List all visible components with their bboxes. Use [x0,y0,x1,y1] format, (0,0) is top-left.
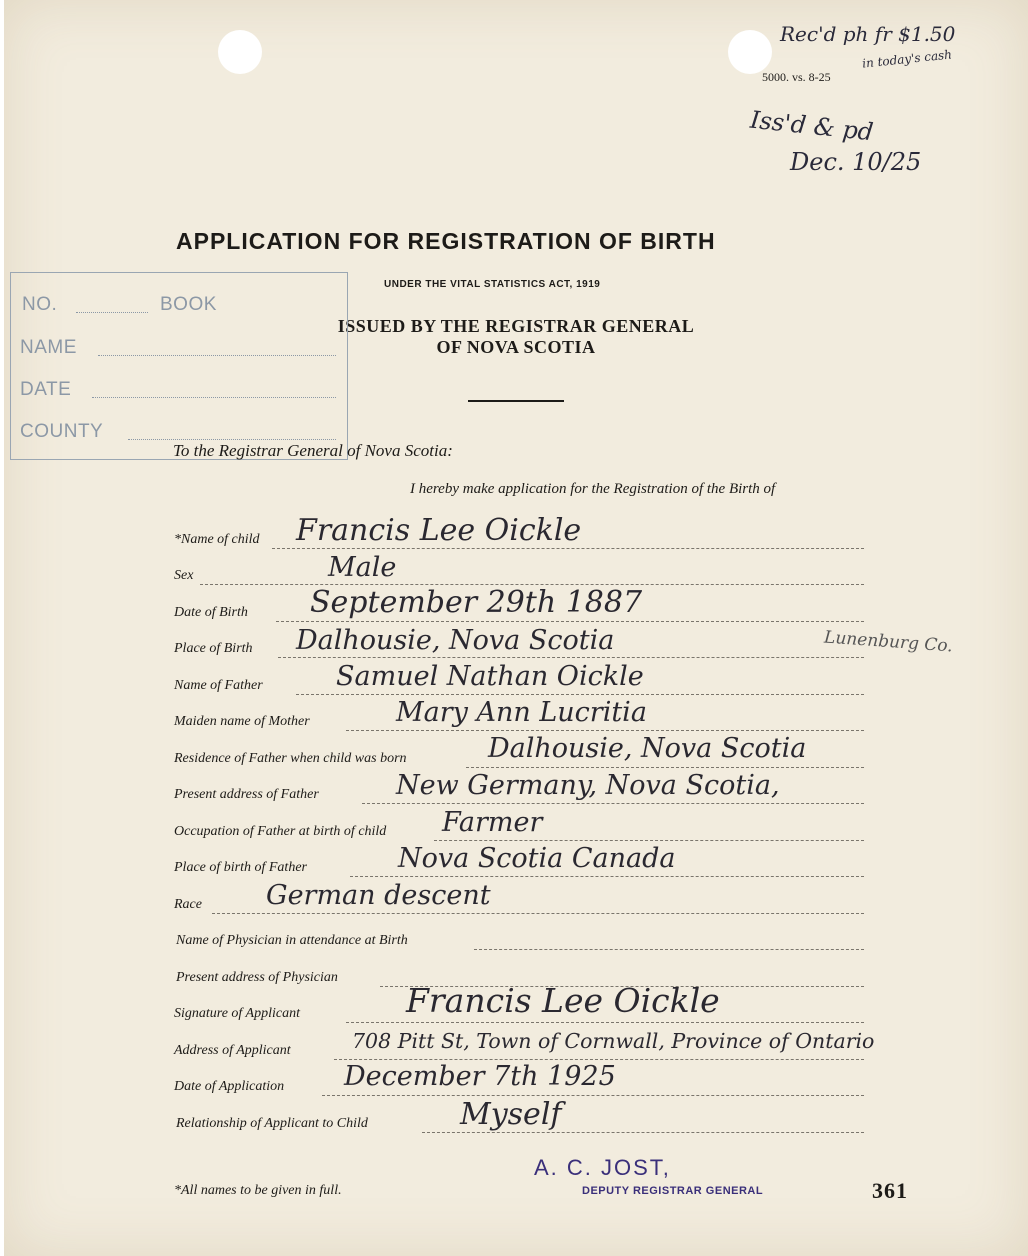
line-name-of-child [272,548,864,549]
issued-note: Iss'd & pd [748,105,875,147]
label-name-of-child: *Name of child [174,532,260,547]
stamp-no-dots [76,312,148,313]
label-place-of-birth-of-father: Place of birth of Father [174,860,307,875]
stamp-county-label: COUNTY [20,421,104,442]
county-side-note: Lunenburg Co. [823,627,954,657]
punch-hole-right [728,30,772,74]
value-place-of-birth: Dalhousie, Nova Scotia [296,625,615,656]
value-signature-of-applicant: Francis Lee Oickle [406,981,720,1020]
line-place-of-birth-of-father [350,876,864,877]
act-subtitle: UNDER THE VITAL STATISTICS ACT, 1919 [384,279,601,290]
label-residence-of-father: Residence of Father when child was born [174,751,407,766]
signature-stamp-title: DEPUTY REGISTRAR GENERAL [582,1185,764,1197]
label-occupation-of-father: Occupation of Father at birth of child [174,824,387,839]
stamp-date-dots [92,397,336,398]
label-maiden-name-of-mother: Maiden name of Mother [174,714,310,729]
stamp-county-dots [128,439,336,440]
form-number: 5000. vs. 8-25 [762,70,831,84]
value-residence-of-father: Dalhousie, Nova Scotia [488,733,807,764]
label-date-of-application: Date of Application [174,1079,285,1094]
stamp-name-dots [98,355,336,356]
line-race [212,913,864,914]
value-date-of-application: December 7th 1925 [344,1061,616,1092]
label-sex: Sex [174,568,194,583]
line-date-of-birth [276,621,864,622]
line-relationship-to-child [422,1132,864,1133]
label-present-address-of-father: Present address of Father [174,787,319,802]
label-race: Race [174,897,202,912]
salutation: To the Registrar General of Nova Scotia: [173,441,453,460]
label-address-of-applicant: Address of Applicant [174,1043,291,1058]
value-place-of-birth-of-father: Nova Scotia Canada [398,843,676,874]
value-race: German descent [266,880,491,911]
issued-line-1: ISSUED BY THE REGISTRAR GENERAL [337,316,695,336]
record-number: 361 [872,1178,908,1203]
value-address-of-applicant: 708 Pitt St, Town of Cornwall, Province of Ontario [352,1029,875,1053]
stamp-book-label: BOOK [160,294,217,315]
line-present-address-of-father [362,803,864,804]
issued-line-2: OF NOVA SCOTIA [436,337,596,357]
punch-hole-left [218,30,262,74]
line-residence-of-father [466,767,864,768]
line-occupation-of-father [434,840,864,841]
value-present-address-of-father: New Germany, Nova Scotia, [396,770,780,801]
line-date-of-application [322,1095,864,1096]
receipt-note: Rec'd ph fr $1.50 [780,22,956,46]
stamp-name-label: NAME [20,337,77,358]
value-relationship-to-child: Myself [460,1097,562,1132]
stamp-no-label: NO. [22,294,58,315]
signature-stamp-name: A. C. JOST, [534,1155,671,1180]
label-relationship-to-child: Relationship of Applicant to Child [176,1116,368,1131]
label-name-of-physician: Name of Physician in attendance at Birth [176,933,408,948]
value-name-of-child: Francis Lee Oickle [296,513,582,548]
label-address-of-physician: Present address of Physician [176,970,338,985]
form-title: APPLICATION FOR REGISTRATION OF BIRTH [176,228,716,254]
stamp-date-label: DATE [20,379,72,400]
line-name-of-physician [474,949,864,950]
value-maiden-name-of-mother: Mary Ann Lucritia [396,697,647,728]
value-sex: Male [328,552,397,583]
line-signature-of-applicant [346,1022,864,1023]
header-rule [468,400,564,402]
label-signature-of-applicant: Signature of Applicant [174,1006,300,1021]
value-date-of-birth: September 29th 1887 [310,585,643,620]
footnote: *All names to be given in full. [174,1183,342,1198]
intro-text: I hereby make application for the Registration of the Birth of [410,481,776,497]
line-name-of-father [296,694,864,695]
label-place-of-birth: Place of Birth [174,641,253,656]
cash-note: in today's cash [861,47,953,71]
line-maiden-name-of-mother [346,730,864,731]
label-name-of-father: Name of Father [174,678,263,693]
value-occupation-of-father: Farmer [442,807,543,838]
value-name-of-father: Samuel Nathan Oickle [336,661,644,692]
line-place-of-birth [278,657,864,658]
line-address-of-applicant [334,1059,864,1060]
label-date-of-birth: Date of Birth [174,605,248,620]
issued-date-note: Dec. 10/25 [790,148,922,176]
